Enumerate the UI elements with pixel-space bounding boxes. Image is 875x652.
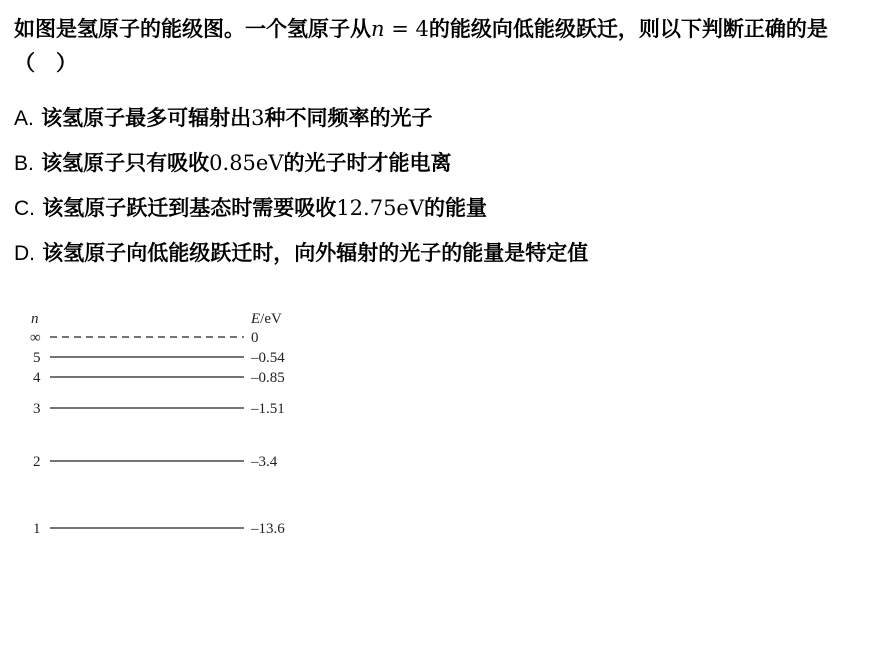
question-text-part1: 如图是氢原子的能级图。一个氢原子从: [14, 17, 371, 41]
option-letter: D.: [14, 242, 35, 265]
energy-symbol: E: [251, 311, 261, 327]
question-stem: [14, 12, 864, 80]
option-text-tail: 的光子时才能电离: [283, 151, 452, 175]
level-n-label: 4: [33, 370, 41, 386]
option-text: 该氢原子向低能级跃迁时，向外辐射的光子的能量是特定值: [35, 241, 589, 265]
level-n-label: ∞: [30, 330, 41, 346]
option-text: 该氢原子跃迁到基态时需要吸收: [35, 196, 337, 220]
option-text-tail: 种不同频率的光子: [264, 106, 433, 130]
option-d[interactable]: [14, 231, 864, 276]
option-c[interactable]: [14, 186, 864, 231]
level-energy-label: –13.6: [251, 521, 285, 537]
option-number: 12.75eV: [336, 196, 425, 220]
level-energy-label: –0.85: [251, 370, 285, 386]
level-n-label: 2: [33, 454, 41, 470]
energy-unit: /eV: [260, 311, 282, 327]
answer-options: [14, 96, 864, 276]
option-text-tail: 的能量: [424, 196, 488, 220]
option-number: 0.85eV: [209, 151, 284, 175]
option-letter: C.: [14, 197, 35, 220]
level-energy-label: –3.4: [251, 454, 278, 470]
level-energy-label: –1.51: [251, 401, 285, 417]
option-a[interactable]: [14, 96, 864, 141]
level-energy-label: 0: [251, 330, 259, 346]
question-text-part2: 的能级向低能级跃迁，则以下判断正确的是（ ）: [14, 17, 828, 75]
level-energy-label: –0.54: [251, 350, 285, 366]
option-letter: A.: [14, 107, 34, 130]
option-number: 3: [251, 106, 265, 130]
option-letter: B.: [14, 152, 34, 175]
option-text: 该氢原子最多可辐射出: [33, 106, 252, 130]
math-variable-n: n: [371, 17, 385, 41]
math-equals-4: = 4: [384, 17, 429, 41]
option-text: 该氢原子只有吸收: [33, 151, 210, 175]
level-n-label: 3: [33, 401, 41, 417]
energy-axis-header: [250, 311, 282, 327]
n-axis-header: n: [31, 311, 39, 327]
energy-level-diagram: [0, 300, 320, 550]
level-n-label: 5: [33, 350, 41, 366]
option-b[interactable]: [14, 141, 864, 186]
level-n-label: 1: [33, 521, 41, 537]
